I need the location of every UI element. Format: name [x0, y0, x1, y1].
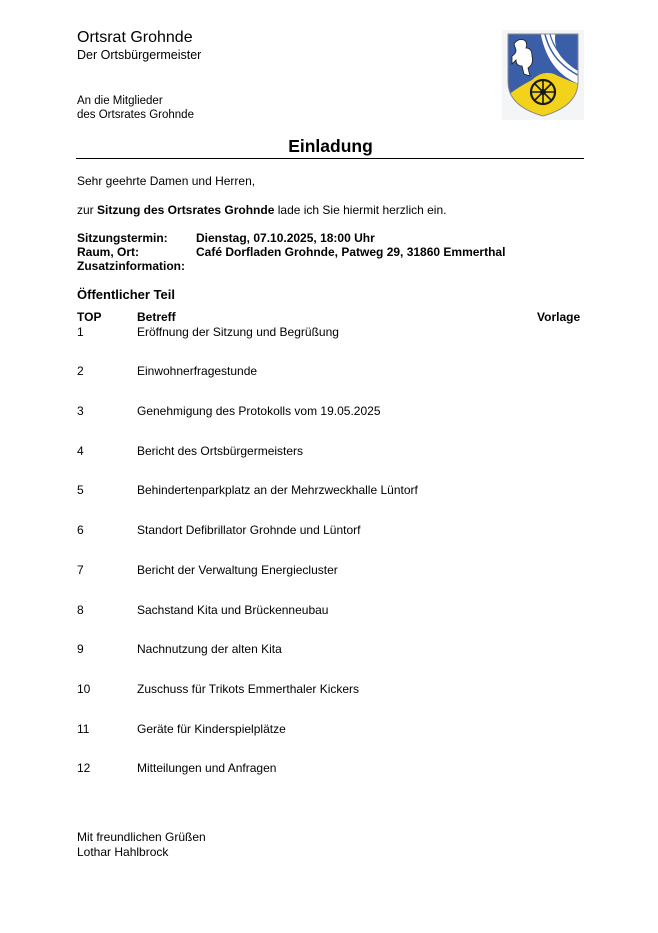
agenda-item-number: 7 [77, 563, 84, 577]
agenda-header-template: Vorlage [537, 310, 581, 324]
document-title: Einladung [288, 136, 373, 156]
agenda-header-subject: Betreff [137, 310, 176, 324]
agenda-header-top: TOP [77, 310, 102, 324]
intro-prefix: zur [77, 203, 98, 217]
agenda-item-number: 2 [77, 364, 84, 378]
agenda-item-subject: Zuschuss für Trikots Emmerthaler Kickers [137, 682, 360, 696]
coat-of-arms-icon [502, 30, 584, 120]
agenda-item-subject: Behindertenparkplatz an der Mehrzweckhalle Lüntorf [137, 483, 418, 497]
intro-suffix: lade ich Sie hiermit herzlich ein. [274, 203, 447, 217]
org-subtitle: Der Ortsbürgermeister [77, 48, 202, 62]
title-divider [76, 158, 584, 159]
agenda-item-subject: Eröffnung der Sitzung und Begrüßung [137, 325, 339, 339]
agenda-item-number: 10 [77, 682, 91, 696]
agenda-item-subject: Standort Defibrillator Grohnde und Lüntorf [137, 523, 361, 537]
salutation: Sehr geehrte Damen und Herren, [77, 174, 256, 188]
agenda-item-subject: Geräte für Kinderspielplätze [137, 722, 286, 736]
meeting-date-value: Dienstag, 07.10.2025, 18:00 Uhr [196, 231, 375, 245]
section-title: Öffentlicher Teil [77, 287, 175, 302]
agenda-item-subject: Sachstand Kita und Brückenneubau [137, 603, 329, 617]
agenda-item-number: 6 [77, 523, 84, 537]
signature-name: Lothar Hahlbrock [77, 845, 169, 859]
agenda-item-subject: Genehmigung des Protokolls vom 19.05.2025 [137, 404, 381, 418]
meeting-extra-label: Zusatzinformation: [77, 259, 185, 273]
agenda-item-number: 12 [77, 761, 91, 775]
meeting-location-label: Raum, Ort: [77, 245, 140, 259]
address-line-1: An die Mitglieder [77, 95, 163, 107]
meeting-date-label: Sitzungstermin: [77, 231, 168, 245]
intro-text [77, 203, 446, 217]
meeting-location-value: Café Dorfladen Grohnde, Patweg 29, 31860 Emmerthal [196, 245, 506, 259]
agenda-item-number: 8 [77, 603, 84, 617]
intro-meeting-name: Sitzung des Ortsrates Grohnde [97, 203, 275, 217]
agenda-item-number: 1 [77, 325, 84, 339]
agenda-item-number: 5 [77, 483, 84, 497]
org-name: Ortsrat Grohnde [77, 29, 193, 46]
agenda-item-number: 4 [77, 444, 84, 458]
agenda-item-number: 3 [77, 404, 84, 418]
agenda-item-number: 11 [77, 722, 90, 736]
agenda-item-subject: Mitteilungen und Anfragen [137, 761, 277, 775]
agenda-item-subject: Bericht der Verwaltung Energiecluster [137, 563, 338, 577]
agenda-item-number: 9 [77, 642, 84, 656]
agenda-item-subject: Nachnutzung der alten Kita [137, 642, 282, 656]
agenda-item-subject: Einwohnerfragestunde [137, 364, 258, 378]
closing-greeting: Mit freundlichen Grüßen [77, 830, 206, 844]
address-line-2: des Ortsrates Grohnde [77, 109, 194, 121]
agenda-item-subject: Bericht des Ortsbürgermeisters [137, 444, 304, 458]
